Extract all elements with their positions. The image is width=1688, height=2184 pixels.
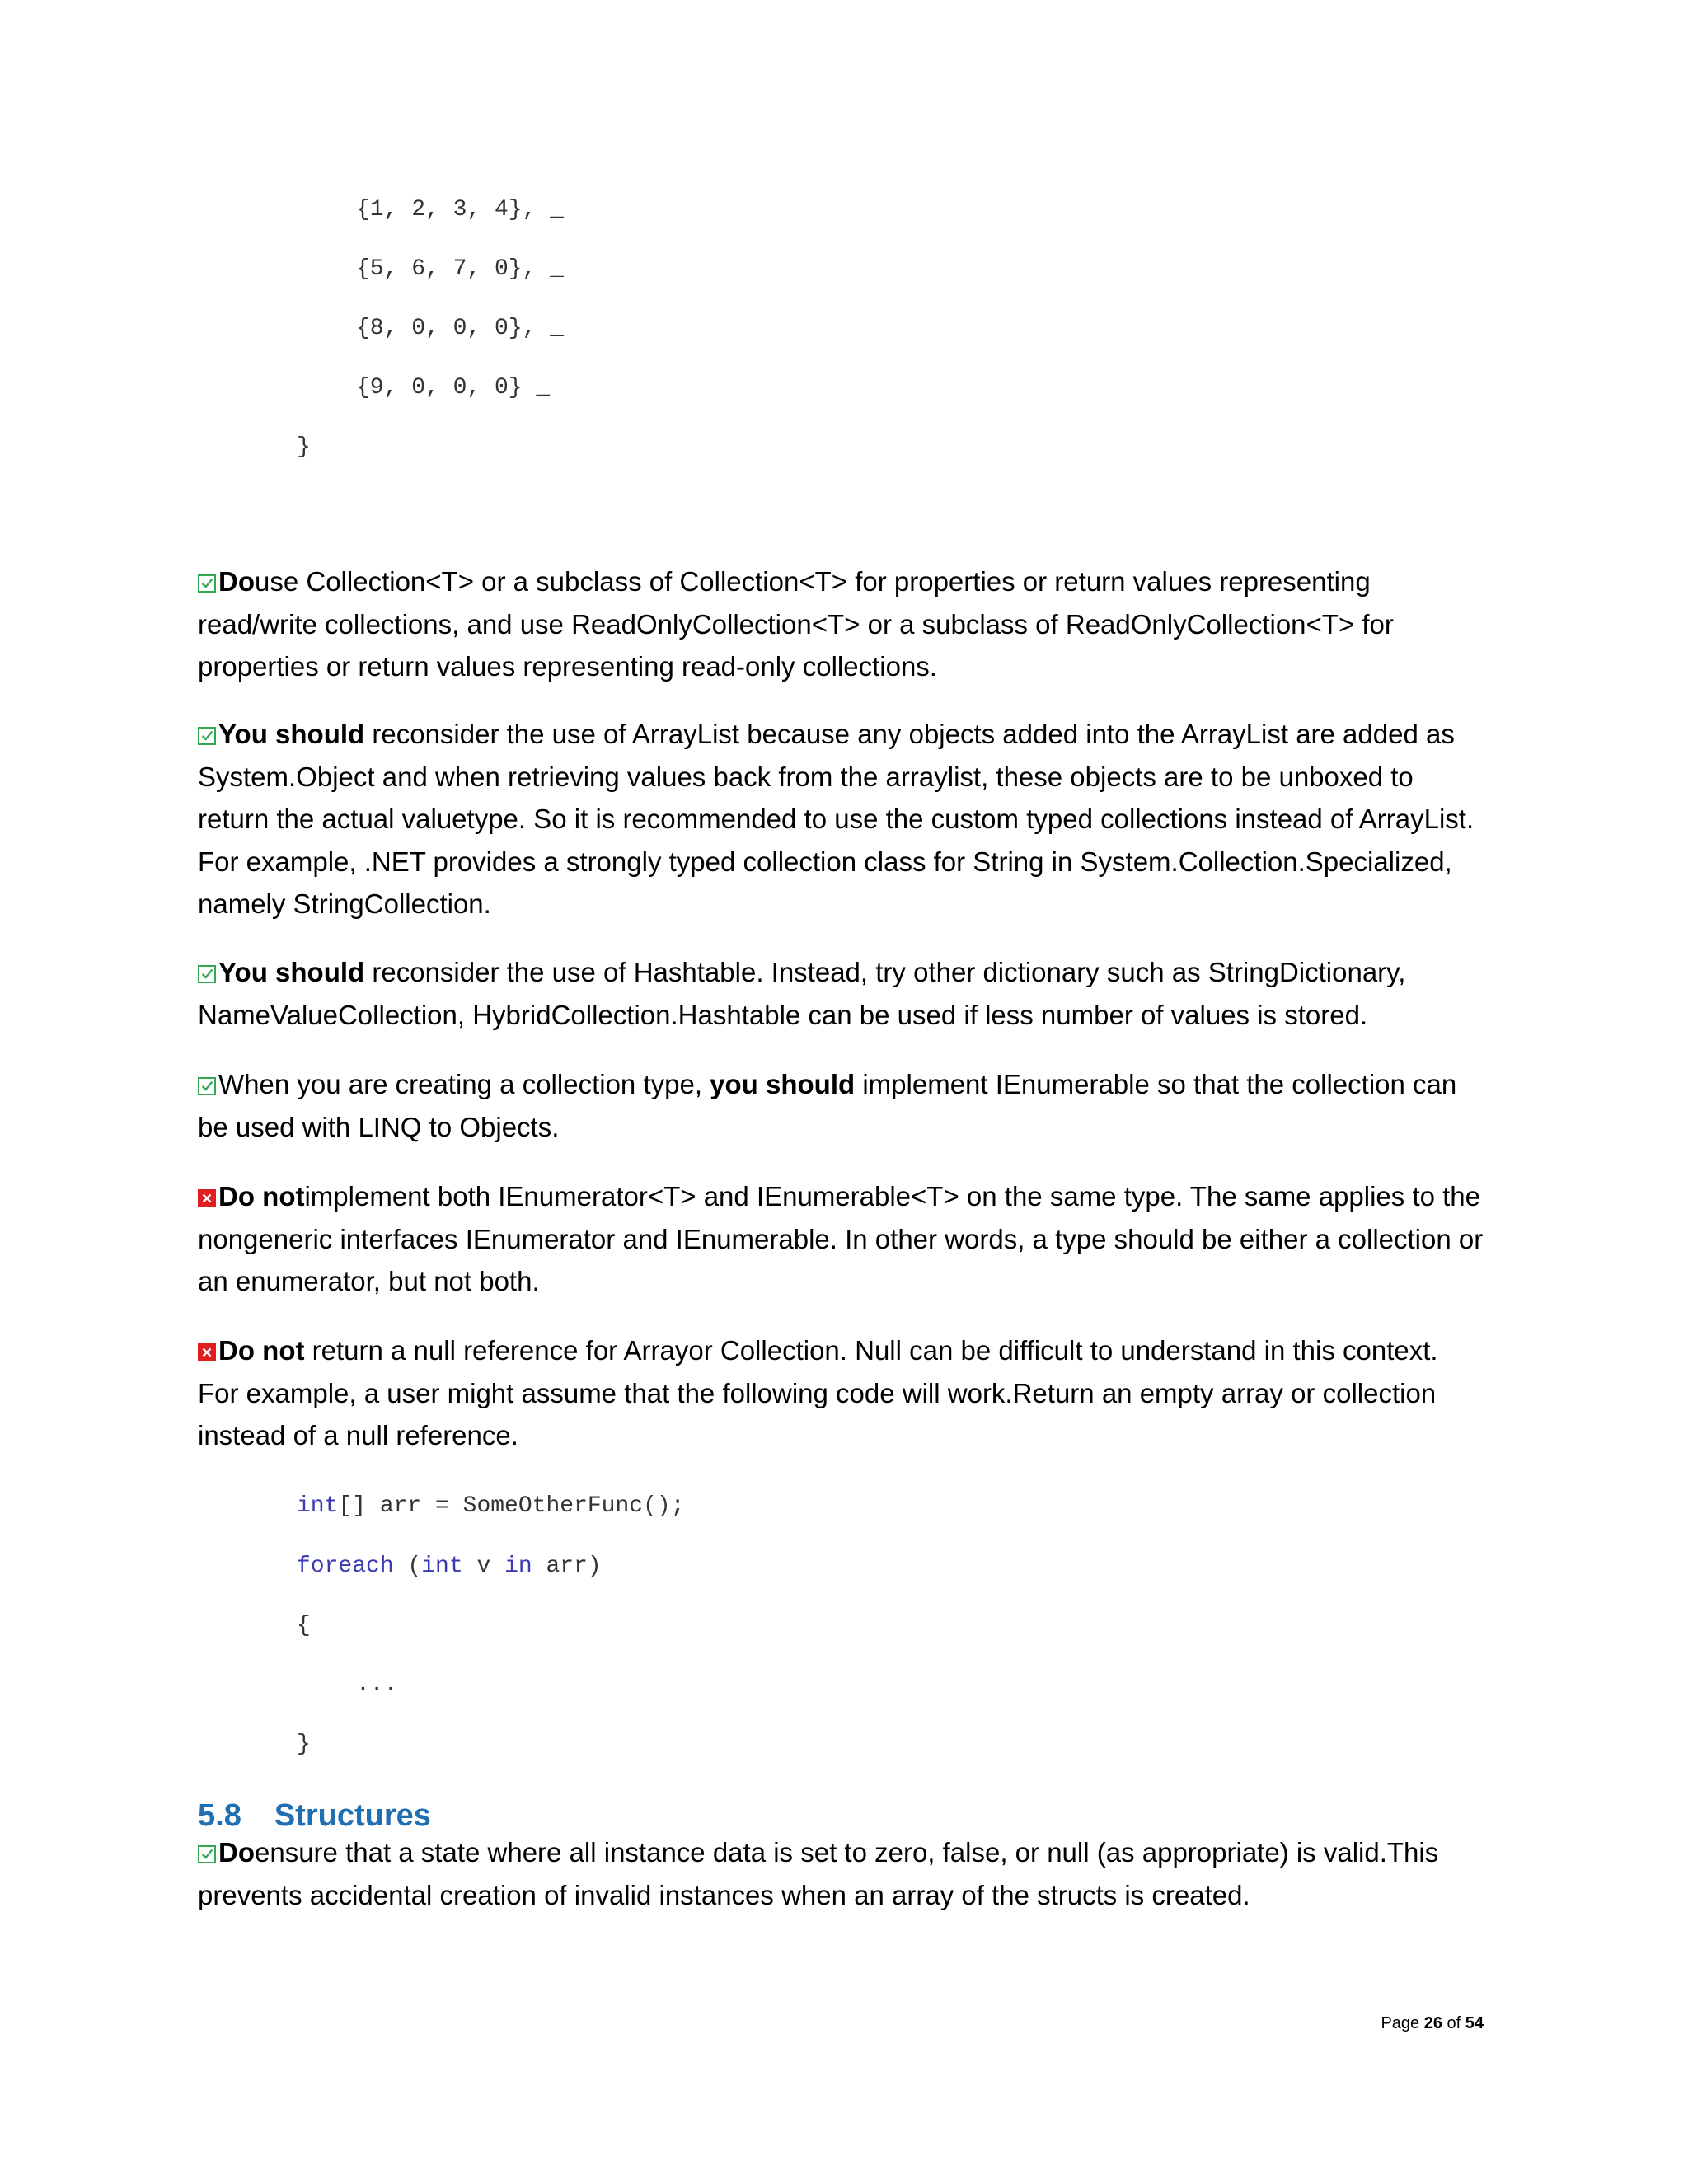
code-text: ( <box>393 1554 422 1579</box>
code-keyword: int <box>297 1493 339 1519</box>
checkbox-checked-icon <box>198 965 216 983</box>
guideline-text: reconsider the use of Hashtable. Instead, try other dictionary such as StringDictionary, NameValueCollection, HybridCollection.Hashtable can be used if less number of values is stored. <box>198 957 1406 1030</box>
checkbox-checked-icon <box>198 1077 216 1095</box>
code-open-brace: { <box>297 1613 311 1638</box>
guideline-paragraph <box>198 1063 1484 1148</box>
code-close-brace: } <box>297 1732 311 1757</box>
guideline-paragraph <box>198 560 1484 688</box>
guideline-text: use Collection<T> or a subclass of Collection<T> for properties or return values representing read/write collections, and use ReadOnlyCollection<T> or a subclass of ReadOnlyCollection<T> for properties or return values representing read-only collections. <box>198 566 1394 682</box>
checkbox-cross-icon <box>198 1343 216 1361</box>
code-line: {8, 0, 0, 0}, _ <box>356 316 565 341</box>
guideline-text: ensure that a state where all instance data is set to zero, false, or null (as appropriate) is valid.This prevents accidental creation of invalid instances when an array of the structs is created. <box>198 1837 1439 1910</box>
code-close-brace: } <box>297 434 311 460</box>
code-line: {5, 6, 7, 0}, _ <box>356 256 565 282</box>
code-line: {1, 2, 3, 4}, _ <box>356 197 565 223</box>
section-heading <box>198 1798 431 1834</box>
code-line: {9, 0, 0, 0} _ <box>356 375 551 401</box>
code-keyword: int <box>421 1554 463 1579</box>
guideline-emphasis: you should <box>710 1069 856 1099</box>
guideline-paragraph <box>198 1329 1484 1457</box>
guideline-lead: Do <box>218 566 255 597</box>
guideline-paragraph <box>198 1175 1484 1303</box>
page-total: 54 <box>1465 2014 1484 2032</box>
guideline-lead: Do not <box>218 1181 305 1212</box>
code-keyword: in <box>504 1554 532 1579</box>
guideline-text: return a null reference for Arrayor Collection. Null can be difficult to understand in this context. For example, a user might assume that the following code will work.Return an empty array or collection instead of a null reference. <box>198 1335 1438 1451</box>
section-title: Structures <box>274 1798 431 1833</box>
guideline-paragraph <box>198 713 1484 926</box>
checkbox-checked-icon <box>198 727 216 745</box>
code-text: v <box>462 1554 505 1579</box>
code-text: arr) <box>532 1554 602 1579</box>
guideline-lead: Do not <box>218 1335 305 1366</box>
page-footer <box>1381 2014 1484 2033</box>
code-ellipsis: ... <box>356 1672 398 1698</box>
code-text: [] arr = SomeOtherFunc(); <box>338 1493 685 1519</box>
page-number: 26 <box>1423 2014 1442 2032</box>
guideline-lead: You should <box>218 719 365 749</box>
guideline-text: implement both IEnumerator<T> and IEnumerable<T> on the same type. The same applies to the nongeneric interfaces IEnumerator and IEnumerable. In other words, a type should be either a collection or an enumerator, but not both. <box>198 1181 1484 1296</box>
code-line <box>297 1553 602 1581</box>
page-of-label: of <box>1442 2014 1465 2032</box>
guideline-paragraph <box>198 951 1484 1036</box>
guideline-paragraph <box>198 1831 1484 1916</box>
code-keyword: foreach <box>297 1554 394 1579</box>
page-label: Page <box>1381 2014 1424 2032</box>
checkbox-cross-icon <box>198 1189 216 1207</box>
guideline-lead: Do <box>218 1837 255 1868</box>
guideline-lead: You should <box>218 957 365 987</box>
guideline-text: reconsider the use of ArrayList because any objects added into the ArrayList are added as System.Object and when retrieving values back from the arraylist, these objects are to be unboxed to return the actual valuetype. So it is recommended to use the custom typed collections instead of ArrayList. For example, .NET provides a strongly typed collection class for String in System.Collection.Specialized, namely StringCollection. <box>198 719 1475 919</box>
checkbox-checked-icon <box>198 1845 216 1863</box>
guideline-text: implement IEnumerable so that the collection can be used with LINQ to Objects. <box>198 1069 1457 1142</box>
code-line <box>297 1493 685 1521</box>
section-number: 5.8 <box>198 1798 241 1833</box>
checkbox-checked-icon <box>198 574 216 593</box>
guideline-text: When you are creating a collection type, <box>218 1069 710 1099</box>
